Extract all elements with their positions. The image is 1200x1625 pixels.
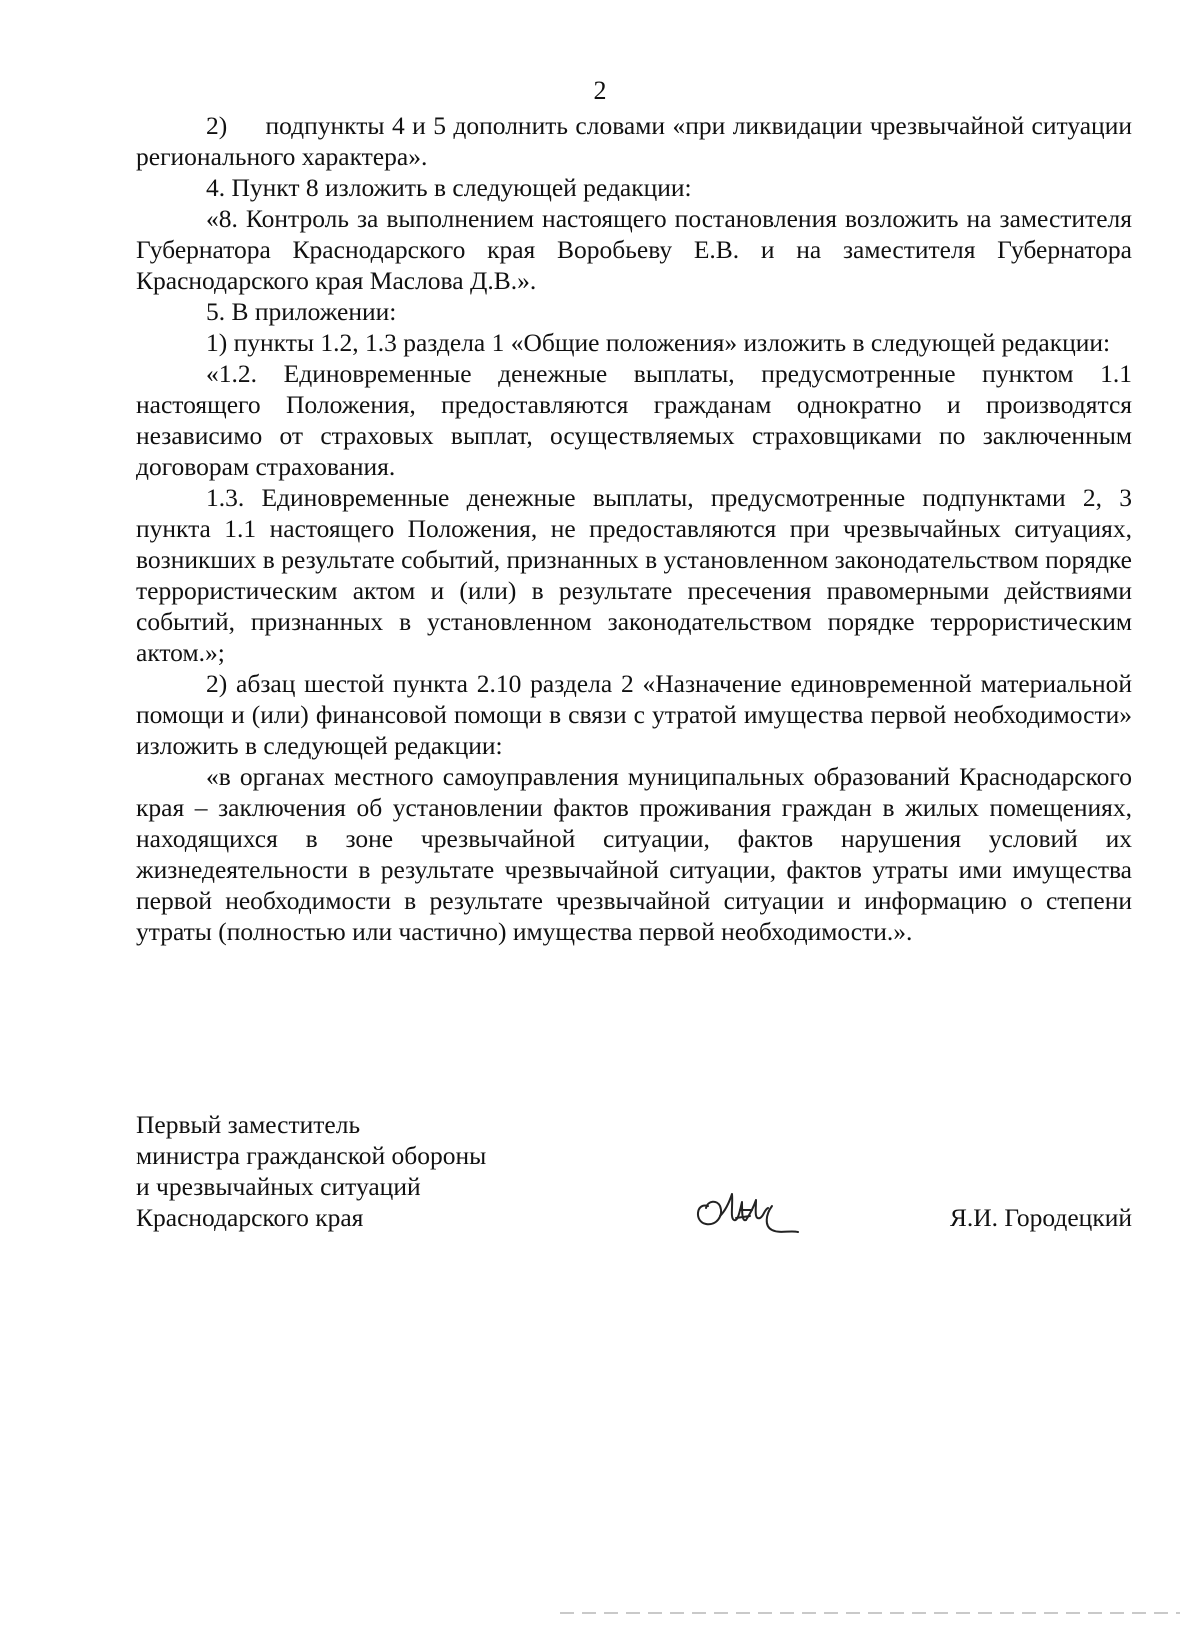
paragraph-item-8-text: «8. Контроль за выполнением настоящего постановления возложить на заместителя Губернатора Краснодарского края Воробьеву Е.В. и на заместителя Губернатора Краснодарского края Маслова Д.В.». <box>136 204 1132 295</box>
paragraph-section-2-10-text: «в органах местного самоуправления муниципальных образований Краснодарского края – заключения об установлении фактов проживания граждан в жилых помещениях, находящихся в зоне чрезвычайной ситуации, фактов нарушения условий их жизнедеятельности в результате чрезвычайной ситуации, фактов утраты ими имущества первой необходимости в результате чрезвычайной ситуации и информацию о степени утраты (полностью или частично) имущества первой необходимости.». <box>136 762 1132 946</box>
signatory-name: Я.И. Городецкий <box>949 1203 1132 1232</box>
scan-edge-artifact <box>560 1612 1180 1614</box>
page-number: 2 <box>593 76 607 105</box>
paragraph-item-4: 4. Пункт 8 изложить в следующей редакции: <box>206 173 692 202</box>
signatory-position <box>136 1109 486 1233</box>
document-body <box>136 110 1132 947</box>
signatory-position-line: Краснодарского края <box>136 1203 364 1232</box>
paragraph-section-2-10: 2) абзац шестой пункта 2.10 раздела 2 «Назначение единовременной материальной помощи и (или) финансовой помощи в связи с утратой имущества первой необходимости» изложить в следующей редакции: <box>136 669 1132 760</box>
handwritten-signature <box>690 1180 820 1250</box>
paragraph-points-1-2-1-3: 1) пункты 1.2, 1.3 раздела 1 «Общие положения» изложить в следующей редакции: <box>206 328 1111 357</box>
paragraph-subitems-4-5: 2) подпункты 4 и 5 дополнить словами «при ликвидации чрезвычайной ситуации регионального характера». <box>136 111 1132 171</box>
signatory-position-line: и чрезвычайных ситуаций <box>136 1172 421 1201</box>
paragraph-point-1-2-text: «1.2. Единовременные денежные выплаты, предусмотренные пунктом 1.1 настоящего Положения, предоставляются гражданам однократно и производятся независимо от страховых выплат, осуществляемых страховщиками по заключенным договорам страхования. <box>136 359 1132 481</box>
signatory-position-line: Первый заместитель <box>136 1110 361 1139</box>
paragraph-point-1-3-text: 1.3. Единовременные денежные выплаты, предусмотренные подпунктами 2, 3 пункта 1.1 настоящего Положения, не предоставляются при чрезвычайных ситуациях, возникших в результате событий, признанных в установленном законодательством порядке террористическим актом и (или) в результате пресечения правомерными действиями событий, признанных в установленном законодательством порядке террористическим актом.»; <box>136 483 1132 667</box>
signatory-position-line: министра гражданской обороны <box>136 1141 487 1170</box>
paragraph-item-5: 5. В приложении: <box>206 297 397 326</box>
